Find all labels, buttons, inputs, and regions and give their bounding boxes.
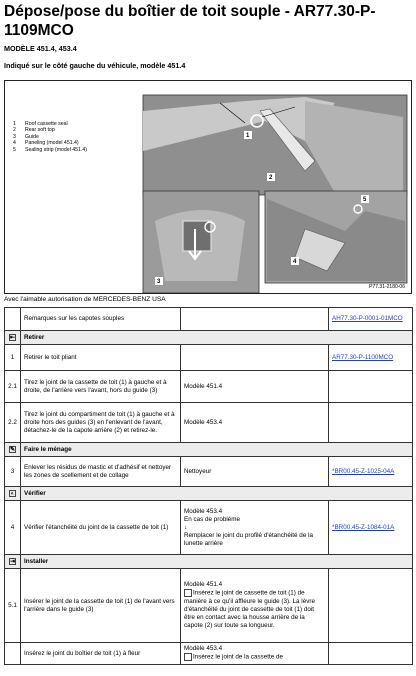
legend-item: 2 Rear soft top bbox=[13, 127, 55, 134]
page-title: Dépose/pose du boîtier de toit souple - AR77.30-P-1109MCO bbox=[4, 3, 376, 39]
section-label: Installer bbox=[21, 555, 413, 569]
legend-item: 5 Sealing strip (model 451.4) bbox=[13, 146, 87, 153]
section-label: Retirer bbox=[21, 331, 413, 345]
figure-photos bbox=[5, 81, 411, 293]
remove-icon: ⇤ bbox=[10, 334, 16, 341]
table-row: 3 Enlever les résidus de mastic et d'adhésif et nettoyer les zones de scellement et de collage Nettoyeur *BR00.45-Z-1025-04A bbox=[5, 457, 413, 487]
legend-item: 1 Roof cassette seal bbox=[13, 121, 68, 127]
section-row-check bbox=[5, 487, 413, 501]
notes-text: Remarques sur les capotes souples bbox=[21, 308, 181, 331]
step-link[interactable]: *BR00.45-Z-1025-04A bbox=[332, 467, 395, 475]
legend-item: 4 Paneling (model 451.4) bbox=[13, 140, 79, 147]
illustration-figure bbox=[4, 80, 412, 294]
table-row: 5.1 Insérer le joint de la cassette de toit (1) de l'avant vers l'arrière dans le guide (3) Modèle 451.4 Insérez le joint de cassette de toit (1) de manière à ce qu'il affleure le guide (3). La lèvre d'étanchéité du joint de cassette de toit (1) doit être en contact avec la housse arrière de la capote (2) sur toute sa longueur. bbox=[5, 569, 413, 643]
note-checkbox-icon bbox=[184, 589, 192, 597]
callout-5: 5 bbox=[363, 197, 367, 203]
table-row bbox=[5, 308, 413, 331]
procedure-table bbox=[4, 307, 413, 665]
step-link[interactable]: AR77.30-P-1100MCO bbox=[332, 353, 394, 361]
legend-item: 3 Guide bbox=[13, 133, 39, 140]
courtesy-note: Avec l'aimable autorisation de MERCEDES-BENZ USA bbox=[4, 296, 166, 303]
callout-2: 2 bbox=[269, 175, 273, 181]
callout-4: 4 bbox=[293, 259, 297, 265]
figure-id: P77.31-2180-06 bbox=[369, 284, 405, 290]
check-icon: ◐ bbox=[10, 490, 15, 497]
table-row: 1 Retirer le toit pliant AR77.30-P-1100MCO bbox=[5, 345, 413, 371]
section-label: Faire le ménage bbox=[21, 443, 413, 457]
section-row-clean bbox=[5, 443, 413, 457]
cleaning-icon: ✎ bbox=[10, 446, 16, 453]
table-row: 4 Vérifier l'étanchéité du joint de la cassette de toit (1) Modèle 453.4 En cas de problème ↓ Remplacer le joint du profilé d'étanchéité de la lunette arrière *BR00.45-Z-1084-01A bbox=[5, 501, 413, 555]
table-row: 2.1 Tirez le joint de la cassette de toit (1) à gauche et à droite, de l'arrière vers l'avant, hors du guide (3) Modèle 451.4 bbox=[5, 371, 413, 403]
callout-1: 1 bbox=[246, 133, 250, 139]
model-list: MODÈLE 451.4, 453.4 bbox=[4, 44, 77, 53]
notes-link[interactable]: AH77.30-P-0001-01MCO bbox=[332, 315, 403, 322]
callout-3: 3 bbox=[157, 279, 161, 285]
section-row-install bbox=[5, 555, 413, 569]
table-row: Insérez le joint du boîtier de toit (1) à fleur Modèle 453.4 Insérez le joint de la cassette de bbox=[5, 643, 413, 665]
step-link[interactable]: *BR00.45-Z-1084-01A bbox=[332, 523, 395, 531]
location-note: Indiqué sur le côté gauche du véhicule, modèle 451.4 bbox=[4, 61, 186, 70]
note-checkbox-icon bbox=[184, 653, 192, 661]
table-row: 2.2 Tirez le joint du compartiment de toit (1) à gauche et à droite hors des guides (3) en l'enlevant de l'avant, détachez-le de la capote arrière (2) et retirez-le. Modèle 453.4 bbox=[5, 403, 413, 443]
section-row-remove bbox=[5, 331, 413, 345]
section-label: Vérifier bbox=[21, 487, 413, 501]
install-icon: ⇥ bbox=[10, 558, 16, 565]
